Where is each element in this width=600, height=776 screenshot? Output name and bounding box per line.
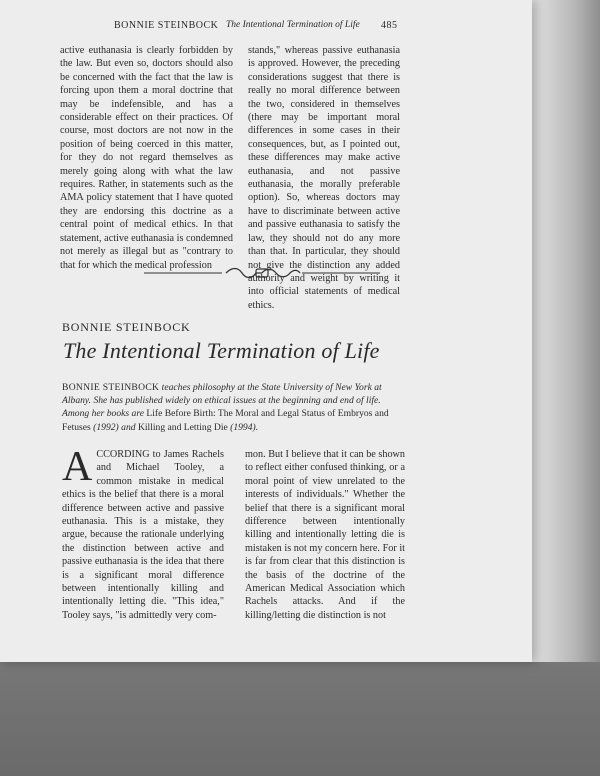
bio-book-1: Life Before Birth: The Moral and Legal Status of Embryos and Fetuses bbox=[62, 408, 389, 433]
running-header-title: The Intentional Termination of Life bbox=[226, 20, 360, 30]
bio-text-3: (1994). bbox=[227, 421, 259, 433]
bio-text-1: teaches philosophy at the State University of New York at Albany. She has published widely on ethical issues at the beginning and end of life. Among her books are bbox=[62, 382, 382, 420]
bottom-right-column bbox=[245, 448, 405, 622]
top-left-column bbox=[60, 44, 233, 272]
scan-background-bottom bbox=[0, 662, 600, 776]
drop-cap: A bbox=[62, 444, 93, 490]
bio-author-name: BONNIE STEINBOCK bbox=[62, 382, 160, 393]
top-left-paragraph: active euthanasia is clearly forbidden by the law. But even so, doctors should also be concerned with the fact that the law is forcing upon them a moral doctrine that may be indefensible, and has a considerable effect on their practices. Of course, most doctors are not now in the position of being coerced in this matter, for they do not regard themselves as merely going along with what the law requires. Rather, in statements such as the AMA policy statement that I have quoted they are endorsing this doctrine as a central point of medical ethics. In that statement, active euthanasia is condemned not merely as illegal but as "contrary to that for which the medical profession bbox=[60, 45, 233, 271]
bio-book-2: Killing and Letting Die bbox=[137, 421, 228, 433]
bio-text-2: (1992) and bbox=[90, 421, 138, 433]
running-header-author: BONNIE STEINBOCK bbox=[114, 20, 219, 31]
top-right-paragraph: stands," whereas passive euthanasia is approved. However, the preceding considerations suggest that there is really no moral difference between the two, considered in themselves (there may be important moral differences in some cases in their consequences, but, as I pointed out, these differences may make active euthanasia, and not passive euthanasia, the morally preferable option). So, whereas doctors may have to discriminate between active and passive euthanasia to satisfy the law, they should not do any more than that. In particular, they should not give the distinction any added authority and weight by writing it into official statements of medical ethics. bbox=[248, 45, 400, 311]
page-number: 485 bbox=[381, 20, 398, 31]
lead-word: CCORDING bbox=[96, 449, 150, 460]
bottom-right-paragraph: mon. But I believe that it can be shown to reflect either confused thinking, or a moral point of view unrelated to the interests of individuals." Whether the belief that there is a significant moral difference between intentionally killing and intentionally letting die is mistaken is not my concern here. For it is far from clear that this distinction is the basis of the doctrine of the American Medical Association which Rachels attacks. And if the killing/letting die distinction is not bbox=[245, 449, 405, 621]
bottom-left-column bbox=[62, 444, 224, 622]
author-bio bbox=[62, 381, 407, 434]
bottom-left-text: to James Rachels and Michael Tooley, a common mistake in medical ethics is the belief that there is a moral difference between active and passive euthanasia. This is a mistake, they argue, because the rationale underlying the distinction between active and passive euthanasia is the idea that there is a significant moral difference between intentionally killing and intentionally letting die. "This idea," Tooley says, "is admittedly very com- bbox=[62, 449, 224, 621]
bottom-left-paragraph bbox=[62, 444, 224, 622]
article-author: BONNIE STEINBOCK bbox=[62, 320, 191, 334]
page-edge-stack bbox=[520, 0, 600, 662]
section-divider-ornament-icon bbox=[144, 264, 380, 282]
article-title: The Intentional Termination of Life bbox=[63, 338, 380, 363]
